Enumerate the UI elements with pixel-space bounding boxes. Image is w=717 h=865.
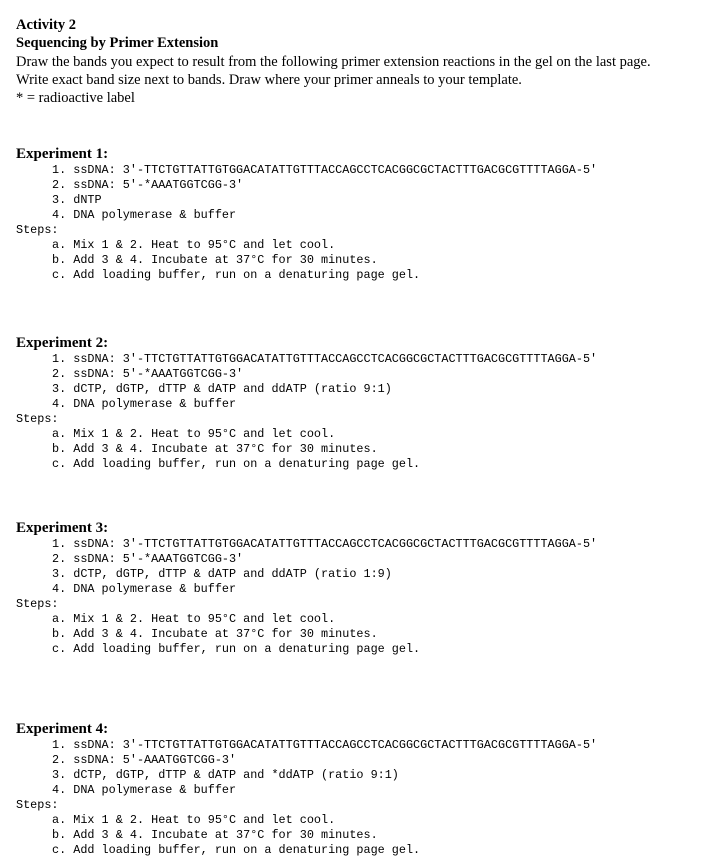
- step-item: c. Add loading buffer, run on a denaturing page gel.: [52, 268, 421, 282]
- reagent-item: 3. dCTP, dGTP, dTTP & dATP and *ddATP (ratio 9:1): [52, 768, 399, 782]
- reagent-item: 4. DNA polymerase & buffer: [52, 582, 237, 596]
- reagent-item: 1. ssDNA: 3'-TTCTGTTATTGTGGACATATTGTTTACCAGCCTCACGGCGCTACTTTGACGCGTTTTAGGA-5': [52, 738, 598, 752]
- reagent-item: 4. DNA polymerase & buffer: [52, 208, 237, 222]
- reagent-item: 3. dCTP, dGTP, dTTP & dATP and ddATP (ratio 9:1): [52, 382, 392, 396]
- steps-label: Steps:: [16, 223, 59, 237]
- experiment-3: [16, 520, 706, 657]
- instruction-line-2: Write exact band size next to bands. Draw where your primer anneals to your template.: [16, 72, 522, 88]
- steps-label: Steps:: [16, 412, 59, 426]
- step-item: a. Mix 1 & 2. Heat to 95°C and let cool.: [52, 238, 336, 252]
- legend-radioactive-label: * = radioactive label: [16, 90, 135, 106]
- step-item: a. Mix 1 & 2. Heat to 95°C and let cool.: [52, 612, 336, 626]
- step-item: b. Add 3 & 4. Incubate at 37°C for 30 minutes.: [52, 253, 378, 267]
- steps-label: Steps:: [16, 597, 59, 611]
- reagent-item: 2. ssDNA: 5'-*AAATGGTCGG-3': [52, 552, 244, 566]
- step-item: c. Add loading buffer, run on a denaturing page gel.: [52, 843, 421, 857]
- reagent-item: 2. ssDNA: 5'-*AAATGGTCGG-3': [52, 178, 244, 192]
- experiment-title: Experiment 3:: [16, 520, 109, 536]
- step-item: a. Mix 1 & 2. Heat to 95°C and let cool.: [52, 813, 336, 827]
- reagent-item: 3. dCTP, dGTP, dTTP & dATP and ddATP (ratio 1:9): [52, 567, 392, 581]
- step-item: c. Add loading buffer, run on a denaturing page gel.: [52, 642, 421, 656]
- reagent-item: 4. DNA polymerase & buffer: [52, 783, 237, 797]
- reagent-item: 3. dNTP: [52, 193, 102, 207]
- reagent-item: 1. ssDNA: 3'-TTCTGTTATTGTGGACATATTGTTTACCAGCCTCACGGCGCTACTTTGACGCGTTTTAGGA-5': [52, 352, 598, 366]
- step-item: b. Add 3 & 4. Incubate at 37°C for 30 minutes.: [52, 828, 378, 842]
- experiment-4: [16, 721, 706, 858]
- experiment-title: Experiment 1:: [16, 146, 109, 162]
- experiment-1: [16, 146, 706, 283]
- reagent-item: 4. DNA polymerase & buffer: [52, 397, 237, 411]
- experiment-2: [16, 335, 706, 472]
- instruction-line-1: Draw the bands you expect to result from the following primer extension reactions in the gel on the last page.: [16, 54, 651, 70]
- steps-label: Steps:: [16, 798, 59, 812]
- reagent-item: 2. ssDNA: 5'-*AAATGGTCGG-3': [52, 367, 244, 381]
- step-item: c. Add loading buffer, run on a denaturing page gel.: [52, 457, 421, 471]
- step-item: b. Add 3 & 4. Incubate at 37°C for 30 minutes.: [52, 627, 378, 641]
- reagent-item: 1. ssDNA: 3'-TTCTGTTATTGTGGACATATTGTTTACCAGCCTCACGGCGCTACTTTGACGCGTTTTAGGA-5': [52, 537, 598, 551]
- step-item: a. Mix 1 & 2. Heat to 95°C and let cool.: [52, 427, 336, 441]
- activity-label: Activity 2: [16, 17, 76, 33]
- reagent-item: 2. ssDNA: 5'-AAATGGTCGG-3': [52, 753, 237, 767]
- reagent-item: 1. ssDNA: 3'-TTCTGTTATTGTGGACATATTGTTTACCAGCCTCACGGCGCTACTTTGACGCGTTTTAGGA-5': [52, 163, 598, 177]
- experiment-title: Experiment 4:: [16, 721, 109, 737]
- step-item: b. Add 3 & 4. Incubate at 37°C for 30 minutes.: [52, 442, 378, 456]
- experiment-title: Experiment 2:: [16, 335, 109, 351]
- page-title: Sequencing by Primer Extension: [16, 35, 219, 51]
